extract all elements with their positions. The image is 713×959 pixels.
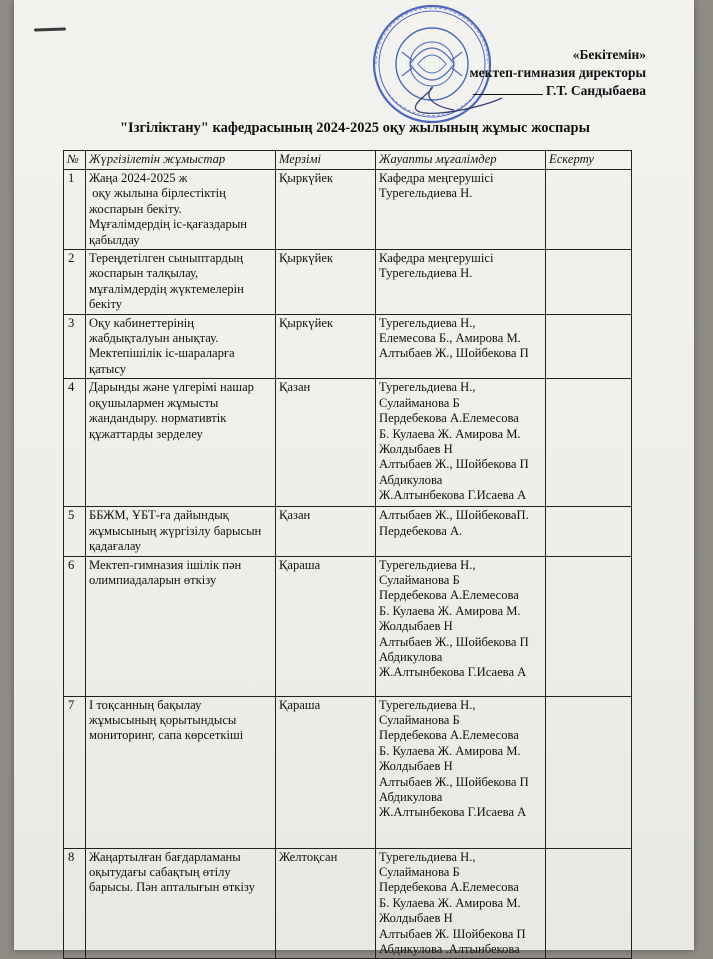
teacher-line: Жолдыбаев Н (379, 759, 453, 774)
teacher-line: Турегельдиева Н., (379, 557, 476, 572)
table-row (64, 848, 632, 959)
table-header-row (64, 151, 632, 170)
teacher-line: Б. Кулаева Ж. Амирова М. (379, 895, 521, 910)
table-row (64, 379, 632, 507)
teacher-line: Алтыбаев Ж. Шойбекова П (379, 926, 526, 941)
teacher-line: Сулайманова Б (379, 572, 460, 587)
work-description (86, 379, 276, 507)
work-description (86, 170, 276, 250)
teacher-line: Кафедра меңгерушісі (379, 251, 494, 266)
work-line: барысы. Пән апталығын өткізу (89, 880, 255, 895)
work-line: Жаңартылған бағдарламаны (89, 849, 241, 864)
teacher-line: Пердебекова А.Елемесова (379, 880, 519, 895)
work-description (86, 250, 276, 315)
teacher-line: Алтыбаев Ж., Шойбекова П (379, 774, 529, 789)
teacher-line: Турегельдиева Н., (379, 380, 476, 395)
note (546, 379, 632, 507)
work-description (86, 848, 276, 959)
work-line: қабылдау (89, 232, 140, 247)
table-row (64, 250, 632, 315)
work-line: І тоқсанның бақылау (89, 697, 202, 712)
teacher-line: Ж.Алтынбекова Г.Исаева А (379, 805, 527, 820)
work-line: жоспарын талқылау, (89, 266, 199, 281)
responsible-teachers (376, 250, 546, 315)
teacher-line: Пердебекова А.Елемесова (379, 411, 519, 426)
table-row (64, 507, 632, 556)
teacher-line: Жолдыбаев Н (379, 911, 453, 926)
teacher-line: Кафедра меңгерушісі (379, 171, 494, 185)
approval-signature-line (414, 82, 646, 100)
teacher-line: Абдикулова (379, 472, 443, 487)
work-line: жандандыру. нормативтік (89, 411, 227, 426)
teacher-line: Турегельдиева Н., (379, 697, 476, 712)
work-line: Тереңдетілген сыныптардың (89, 251, 244, 266)
teacher-line: Турегельдиева Н., (379, 315, 476, 330)
approval-position: мектеп-гимназия директоры (469, 65, 646, 80)
document-title: "Ізгіліктану" кафедрасының 2024-2025 оқу жылының жұмыс жоспары (120, 120, 590, 136)
header-note: Ескерту (546, 151, 632, 170)
teacher-line: Пердебекова А. (379, 523, 463, 538)
teacher-line: Турегельдиева Н., (379, 849, 476, 864)
teacher-line: Алтыбаев Ж., ШойбековаП. (379, 508, 529, 523)
teacher-line: Б. Кулаева Ж. Амирова М. (379, 426, 521, 441)
work-line: мониторинг, сапа көрсеткіші (89, 728, 244, 743)
work-line: оқу жылына бірлестіктің (89, 186, 226, 201)
work-line: Оқу кабинеттерінің (89, 315, 195, 330)
work-line: бекіту (89, 297, 123, 312)
teacher-line: Абдикулова (379, 789, 443, 804)
teacher-line: Алтыбаев Ж., Шойбекова П (379, 346, 529, 361)
teacher-line: Ж.Алтынбекова Г.Исаева А (379, 488, 527, 503)
work-line: қадағалау (89, 539, 142, 554)
teacher-line: Абдикулова (379, 649, 443, 664)
header-teachers: Жауапты мұғалімдер (376, 151, 546, 170)
deadline: Қазан (276, 507, 376, 556)
teacher-line: Сулайманова Б (379, 712, 460, 727)
work-description (86, 314, 276, 379)
row-number: 1 (64, 170, 86, 250)
responsible-teachers (376, 696, 546, 848)
approval-block (414, 46, 646, 100)
signature-underline (473, 94, 543, 95)
teacher-line: Ж.Алтынбекова Г.Исаева А (379, 665, 527, 680)
deadline: Қазан (276, 379, 376, 507)
table-row (64, 170, 632, 250)
teacher-line: Пердебекова А.Елемесова (379, 588, 519, 603)
teacher-line: Жолдыбаев Н (379, 441, 453, 456)
responsible-teachers (376, 379, 546, 507)
note (546, 696, 632, 848)
row-number: 2 (64, 250, 86, 315)
teacher-line: Сулайманова Б (379, 864, 460, 879)
row-number: 5 (64, 507, 86, 556)
note (546, 507, 632, 556)
work-plan-table (63, 150, 632, 959)
work-description (86, 507, 276, 556)
work-description (86, 696, 276, 848)
note (546, 250, 632, 315)
work-line: Мұғалімдердің іс-қағаздарын (89, 217, 248, 232)
table-row (64, 314, 632, 379)
teacher-line: Пердебекова А.Елемесова (379, 728, 519, 743)
table-row (64, 556, 632, 696)
header-date: Мерзімі (276, 151, 376, 170)
work-line: оқушылармен жұмысты (89, 395, 219, 410)
header-work: Жүргізілетін жұмыстар (86, 151, 276, 170)
work-line: қатысу (89, 361, 127, 376)
deadline: Қараша (276, 556, 376, 696)
teacher-line: Абдикулова .Алтынбекова (379, 941, 520, 956)
work-line: олимпиадаларын өткізу (89, 572, 217, 587)
teacher-line: Алтыбаев Ж., Шойбекова П (379, 457, 529, 472)
work-line: жоспарын бекіту. (89, 201, 182, 216)
deadline: Қыркүйек (276, 170, 376, 250)
work-line: Жаңа 2024-2025 ж (89, 171, 188, 185)
teacher-line: Жолдыбаев Н (379, 619, 453, 634)
note (546, 848, 632, 959)
note (546, 314, 632, 379)
note (546, 170, 632, 250)
teacher-line: Б. Кулаева Ж. Амирова М. (379, 603, 521, 618)
work-description (86, 556, 276, 696)
work-line: мұғалімдердің жүктемелерін (89, 281, 244, 296)
work-line: жұмысының жүргізілу барысын (89, 523, 262, 538)
row-number: 3 (64, 314, 86, 379)
teacher-line: Елемесова Б., Амирова М. (379, 331, 521, 346)
approval-name: Г.Т. Сандыбаева (545, 83, 646, 98)
responsible-teachers (376, 314, 546, 379)
teacher-line: Алтыбаев Ж., Шойбекова П (379, 634, 529, 649)
responsible-teachers (376, 170, 546, 250)
table-body (64, 170, 632, 959)
work-line: жұмысының қорытындысы (89, 712, 237, 727)
teacher-line: Сулайманова Б (379, 395, 460, 410)
row-number: 6 (64, 556, 86, 696)
work-line: жабдықталуын анықтау. (89, 331, 219, 346)
row-number: 8 (64, 848, 86, 959)
responsible-teachers (376, 848, 546, 959)
row-number: 7 (64, 696, 86, 848)
work-line: Дарынды және үлгерімі нашар (89, 380, 254, 395)
teacher-line: Турегельдиева Н. (379, 266, 473, 281)
note (546, 556, 632, 696)
deadline: Қыркүйек (276, 314, 376, 379)
approval-heading: «Бекітемін» (572, 47, 646, 62)
row-number: 4 (64, 379, 86, 507)
table-row (64, 696, 632, 848)
teacher-line: Турегельдиева Н. (379, 186, 473, 201)
work-line: ББЖМ, ҰБТ-ға дайындық (89, 508, 229, 523)
responsible-teachers (376, 507, 546, 556)
deadline: Қыркүйек (276, 250, 376, 315)
work-line: Мектеп-гимназия ішілік пән (89, 557, 242, 572)
deadline: Қараша (276, 696, 376, 848)
header-number: № (64, 151, 86, 170)
work-line: оқытудағы сабақтың өтілу (89, 864, 231, 879)
pen-mark (34, 27, 66, 31)
deadline: Желтоқсан (276, 848, 376, 959)
responsible-teachers (376, 556, 546, 696)
work-line: құжаттарды зерделеу (89, 426, 203, 441)
work-line: Мектепішілік іс-шараларға (89, 346, 235, 361)
teacher-line: Б. Кулаева Ж. Амирова М. (379, 743, 521, 758)
